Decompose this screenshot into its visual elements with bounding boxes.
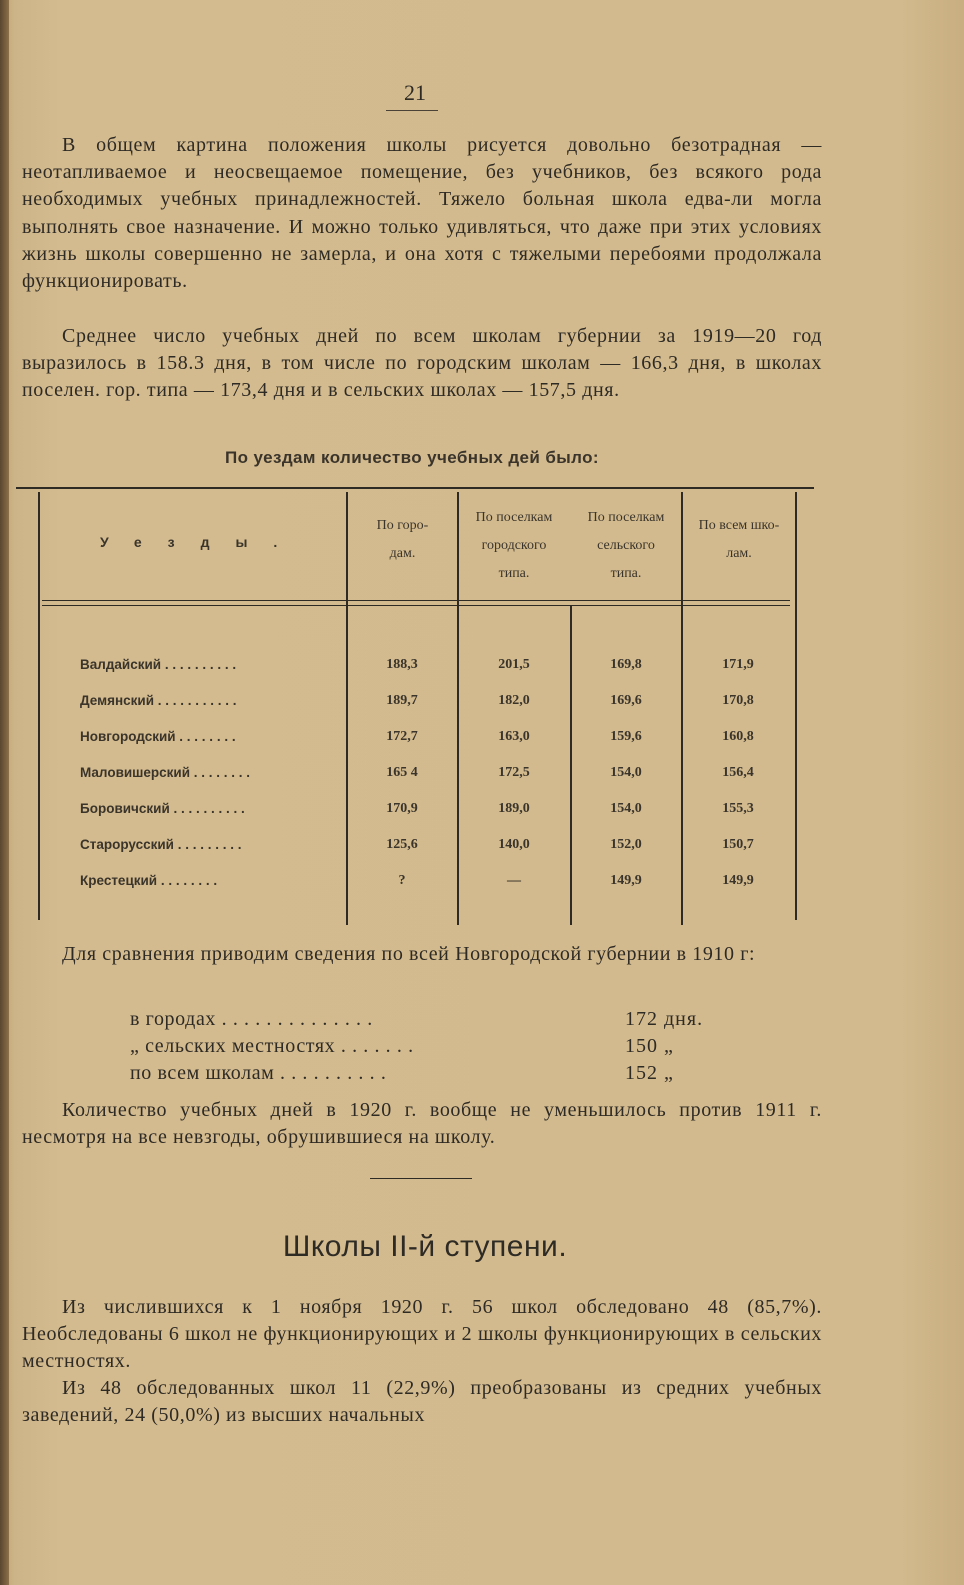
paragraph-average-days: Среднее число учебных дней по всем школам губернии за 1919—20 год выразилось в 158.3 дня, в том числе по городским школам — 166,3 дня, в школах поселен. гор. типа — 173,4 дня и в сельских школах — 157,5 дня. — [22, 325, 822, 402]
table-row-name: Новгородский . . . . . . . . — [80, 729, 236, 744]
table-cell: 171,9 — [722, 657, 754, 672]
header-uezdy: Уезды. — [100, 534, 304, 550]
paragraph-section-2: Из 48 обследованных школ 11 (22,9%) преобразованы из средних учебных заведений, 24 (50,0%) из высших начальных — [22, 1377, 822, 1427]
table-cell: 169,6 — [610, 693, 642, 708]
table-cell: 154,0 — [610, 765, 642, 780]
comparison-value-cities: 172 дня. — [625, 1008, 704, 1030]
table-cell: 154,0 — [610, 801, 642, 816]
header-col-all-schools: По всем шко- лам. — [698, 518, 780, 561]
table-top-rule — [16, 487, 814, 489]
comparison-label-all: по всем школам . . . . . . . . . . — [130, 1062, 387, 1084]
table-cell: 152,0 — [610, 837, 642, 852]
header-col-urban-settlements: По поселкам городского типа. — [475, 510, 553, 581]
table-row-name: Боровичский . . . . . . . . . . — [80, 801, 245, 816]
paragraph-comparison-outro: Количество учебных дней в 1920 г. вообще не уменьшилось против 1911 г. несмотря на все невзгоды, обрушившиеся на школу. — [22, 1099, 822, 1149]
table-cell: 149,9 — [610, 873, 642, 888]
table-cell: 125,6 — [386, 837, 418, 852]
table-cell: 160,8 — [722, 729, 754, 744]
table-cell: 188,3 — [386, 657, 418, 672]
table-row-name: Крестецкий . . . . . . . . — [80, 873, 218, 888]
header-col-cities: По горо- дам. — [376, 518, 429, 561]
table-header-rule-2 — [42, 605, 790, 606]
table-cell: 149,9 — [722, 873, 754, 888]
comparison-label-cities: в городах . . . . . . . . . . . . . . — [130, 1008, 373, 1030]
page-number-rule — [386, 110, 438, 111]
comparison-value-rural: 150 „ — [625, 1035, 674, 1057]
table-cell: 159,6 — [610, 729, 642, 744]
paragraph-general-picture: В общем картина положения школы рисуется довольно безотрадная — неотапливаемое и неосвещаемое помещение, без учебников, без всякого рода необходимых учебных принадлежностей. Тяжело больная школа едва-ли могла выполнять свое назначение. И можно только удивляться, что даже при этих условиях жизнь школы совершенно не замерла, и она хотя с тяжелыми перебоями продолжала функционировать. — [22, 134, 822, 293]
table-cell: 163,0 — [498, 729, 530, 744]
header-col-rural-settlements: По поселкам сельского типа. — [587, 510, 665, 581]
table-cell: 165 4 — [386, 765, 418, 780]
table-cell: 182,0 — [498, 693, 530, 708]
page-number: 21 — [404, 80, 426, 105]
table-cell: 189,7 — [386, 693, 418, 708]
table-row-name: Маловишерский . . . . . . . . — [80, 765, 251, 780]
book-spine — [0, 0, 9, 1585]
table-cell: 201,5 — [498, 657, 530, 672]
table-cell: ? — [398, 873, 406, 888]
table-cell: 170,9 — [386, 801, 418, 816]
table-cell: 172,5 — [498, 765, 530, 780]
comparison-label-rural: „ сельских местностях . . . . . . . — [130, 1035, 414, 1057]
table-row-name: Валдайский . . . . . . . . . . — [80, 657, 237, 672]
table-cell: 170,8 — [722, 693, 754, 708]
table-row-name: Старорусский . . . . . . . . . — [80, 837, 242, 852]
table-border-left — [38, 492, 40, 920]
table-cell: 169,8 — [610, 657, 642, 672]
table-cell: 155,3 — [722, 801, 754, 816]
table-border-right — [795, 492, 797, 920]
paragraph-section-1: Из числившихся к 1 ноября 1920 г. 56 школ обследовано 48 (85,7%). Необследованы 6 школ не функционирующих и 2 школы функционирующих в сельских местностях. — [22, 1296, 822, 1373]
table-cell: 172,7 — [386, 729, 418, 744]
table-caption: По уездам количество учебных дей было: — [225, 448, 599, 467]
table-cell: 140,0 — [498, 837, 530, 852]
table-cell: 150,7 — [722, 837, 754, 852]
section-title: Школы II-й ступени. — [282, 1230, 568, 1263]
section-separator — [370, 1178, 472, 1179]
comparison-value-all: 152 „ — [625, 1062, 674, 1084]
table-row-name: Демянский . . . . . . . . . . . — [80, 693, 237, 708]
table-cell: — — [507, 873, 521, 888]
paragraph-comparison-intro: Для сравнения приводим сведения по всей Новгородской губернии в 1910 г: — [62, 943, 756, 965]
table-cell: 189,0 — [498, 801, 530, 816]
table-header-rule-1 — [42, 600, 790, 601]
table-cell: 156,4 — [722, 765, 754, 780]
